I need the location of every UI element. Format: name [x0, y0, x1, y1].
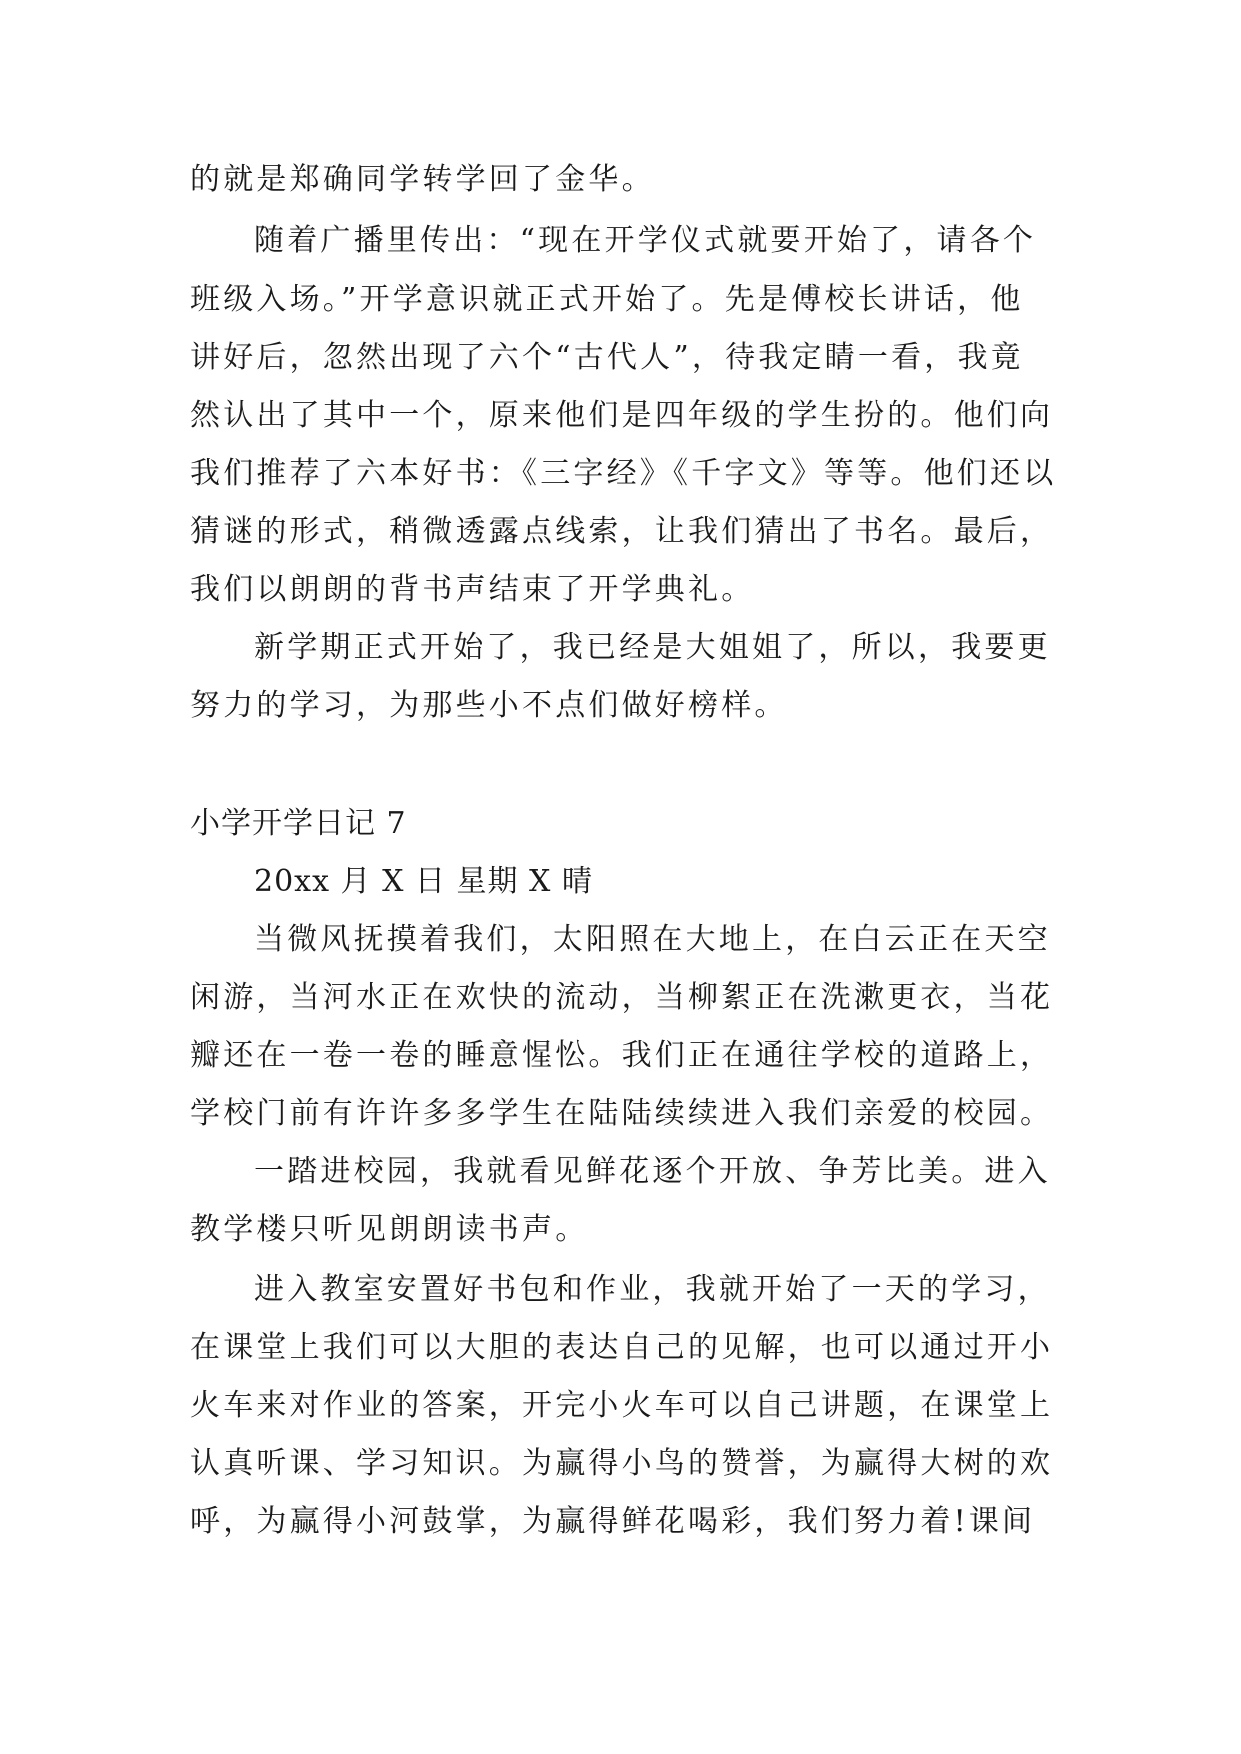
paragraph-line: 班级入场。”开学意识就正式开始了。先是傅校长讲话，他 [190, 282, 1024, 317]
paragraph-line: 呼，为赢得小河鼓掌，为赢得鲜花喝彩，我们努力着!课间 [190, 1504, 1036, 1539]
paragraph-line: 随着广播里传出：“现在开学仪式就要开始了，请各个 [254, 223, 1037, 258]
section-title: 小学开学日记 7 [190, 806, 407, 841]
paragraph-line: 闲游，当河水正在欢快的流动，当柳絮正在洗漱更衣，当花 [190, 980, 1054, 1015]
paragraph-line: 认真听课、学习知识。为赢得小鸟的赞誉，为赢得大树的欢 [190, 1446, 1054, 1481]
paragraph-line: 一踏进校园，我就看见鲜花逐个开放、争芳比美。进入 [254, 1154, 1051, 1189]
paragraph-line: 教学楼只听见朗朗读书声。 [190, 1212, 589, 1247]
paragraph-line: 当微风抚摸着我们，太阳照在大地上，在白云正在天空 [254, 922, 1051, 957]
paragraph-line: 猜谜的形式，稍微透露点线索，让我们猜出了书名。最后， [190, 514, 1054, 549]
paragraph-line: 火车来对作业的答案，开完小火车可以自己讲题，在课堂上 [190, 1388, 1054, 1423]
paragraph-line: 新学期正式开始了，我已经是大姐姐了，所以，我要更 [254, 630, 1051, 665]
paragraph-line: 我们以朗朗的背书声结束了开学典礼。 [190, 572, 755, 607]
paragraph-line: 的就是郑确同学转学回了金华。 [190, 162, 655, 197]
paragraph-line: 进入教室安置好书包和作业，我就开始了一天的学习， [254, 1272, 1051, 1307]
paragraph-line: 我们推荐了六本好书：《三字经》《千字文》等等。他们还以 [190, 456, 1057, 491]
paragraph-line: 学校门前有许许多多学生在陆陆续续进入我们亲爱的校园。 [190, 1096, 1054, 1131]
paragraph-line: 努力的学习，为那些小不点们做好榜样。 [190, 688, 788, 723]
paragraph-line: 然认出了其中一个，原来他们是四年级的学生扮的。他们向 [190, 398, 1054, 433]
paragraph-line: 讲好后，忽然出现了六个“古代人”，待我定睛一看，我竟 [190, 340, 1024, 375]
paragraph-line: 在课堂上我们可以大胆的表达自己的见解，也可以通过开小 [190, 1330, 1054, 1365]
paragraph-line: 瓣还在一卷一卷的睡意惺忪。我们正在通往学校的道路上， [190, 1038, 1054, 1073]
date-line: 20xx 月 X 日 星期 X 晴 [254, 864, 593, 899]
